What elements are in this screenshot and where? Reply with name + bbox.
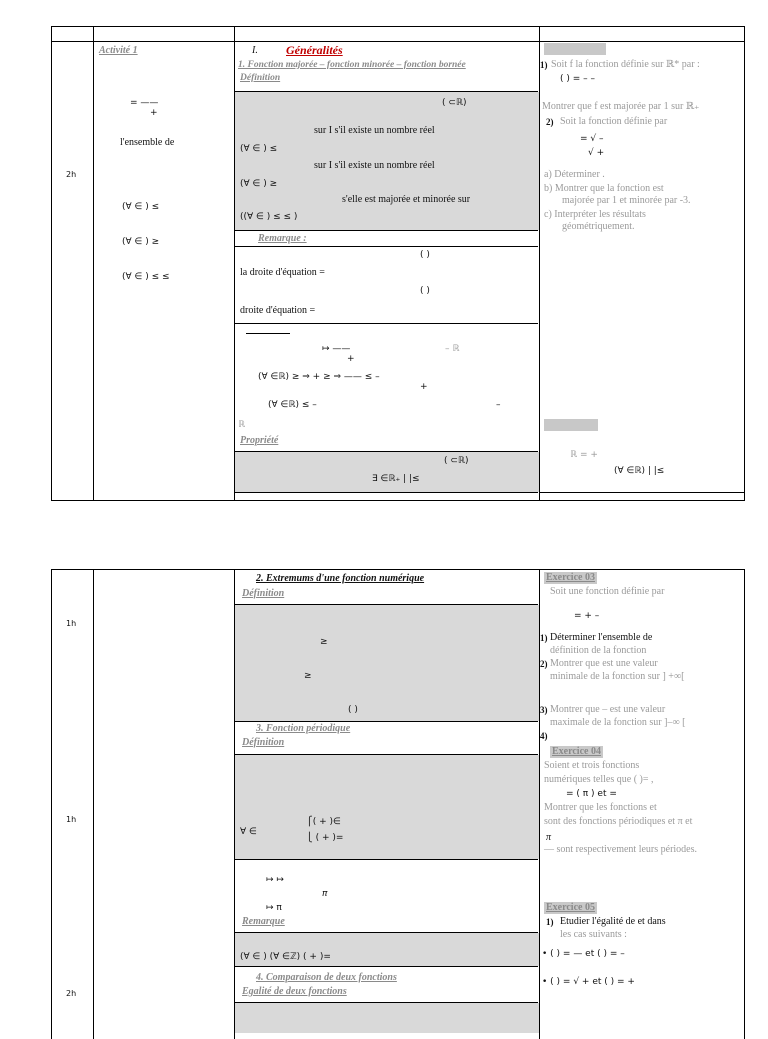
- exercise-line: ℝ = +: [570, 450, 598, 460]
- def-line: ∀ ∈: [240, 827, 257, 837]
- definition-box: [235, 1003, 539, 1033]
- example-line: π: [322, 889, 328, 899]
- def-line: ⎧( + )∈: [306, 817, 341, 827]
- def-line: s'elle est majorée et minorée sur: [342, 194, 471, 205]
- property-line: ∃ ∈ℝ₊ | |≤: [372, 474, 420, 484]
- def-symbol: ( ): [348, 705, 358, 715]
- header-row-divider: [52, 41, 744, 42]
- exercise-line: π: [546, 832, 552, 843]
- item-number: 2): [540, 659, 548, 669]
- fraction: = ——: [130, 98, 159, 108]
- exercise-line: √ +: [588, 148, 605, 158]
- def-line: sur I s'il existe un nombre réel: [314, 160, 435, 171]
- example-line: ↦ π: [266, 903, 282, 913]
- inequality: (∀ ∈ ) ≤ ≤: [122, 272, 170, 282]
- section-title: 3. Fonction périodique: [256, 723, 351, 734]
- definition-box: [235, 605, 539, 721]
- example-plus: +: [347, 354, 355, 364]
- exercise-line: = √ –: [580, 134, 604, 144]
- duration-label: 2h: [66, 989, 77, 998]
- exercise-line: ( ) = – –: [560, 74, 596, 84]
- exercise-line: Montrer que f est majorée par 1 sur ℝ₊: [542, 101, 700, 112]
- section-number: I.: [252, 45, 258, 56]
- example-line: (∀ ∈ℝ) ≤ –: [268, 400, 317, 410]
- exercise-line: définition de la fonction: [550, 645, 647, 656]
- inequality: (∀ ∈ ) ≥: [122, 237, 160, 247]
- row-divider: [234, 323, 538, 324]
- property-head: ( ⊂ℝ): [444, 456, 469, 466]
- lesson-table-2: [51, 569, 745, 1039]
- section-title: 2. Extremums d'une fonction numérique: [256, 573, 425, 584]
- def-line: (∀ ∈ ) ≥: [240, 179, 278, 189]
- exercise-line: Soit f la fonction définie sur ℝ* par :: [551, 59, 700, 70]
- section-title: 4. Comparaison de deux fonctions: [256, 972, 397, 983]
- exercise-line: géométriquement.: [562, 221, 635, 232]
- example-line: ↦ ↦: [266, 875, 284, 885]
- exercise-line: Déterminer l'ensemble de: [550, 632, 653, 643]
- exercise-line: majorée par 1 et minorée par -3.: [562, 195, 691, 206]
- exercise-line: Soit une fonction définie par: [550, 586, 665, 597]
- property-title: Propriété: [240, 435, 279, 446]
- def-head: ( ⊂ℝ): [442, 98, 467, 108]
- def-line: ((∀ ∈ ) ≤ ≤ ): [240, 212, 298, 222]
- inequality: (∀ ∈ ) ≤: [122, 202, 160, 212]
- subsection-title: Egalité de deux fonctions: [242, 986, 347, 997]
- real-set: ℝ: [238, 420, 246, 430]
- item-number: 2): [546, 117, 554, 127]
- exercise-line: • ( ) = — et ( ) = –: [542, 949, 625, 959]
- exercise-line: = + –: [574, 611, 600, 621]
- duration-label: 2h: [66, 170, 77, 179]
- example-line: –: [496, 400, 501, 410]
- definition-title: Définition: [242, 737, 285, 748]
- lesson-table-1: [51, 26, 745, 501]
- row-divider: [539, 492, 744, 493]
- item-number: 3): [540, 705, 548, 715]
- item-number: 4): [540, 731, 548, 741]
- row-divider: [234, 966, 538, 967]
- exercise-line: sont des fonctions périodiques et π et: [544, 816, 693, 827]
- def-line: (∀ ∈ ) ≤: [240, 144, 278, 154]
- example-line: ↦ ——: [322, 344, 351, 354]
- activity-title: Activité 1: [99, 45, 138, 56]
- col-divider: [93, 570, 94, 1039]
- definition-title: Définition: [240, 73, 281, 83]
- remark-paren: ( ): [420, 250, 430, 260]
- remark-title: Remarque: [242, 916, 285, 927]
- row-divider: [234, 721, 538, 722]
- item-number: 1): [540, 633, 548, 643]
- exercise-line: Etudier l'égalité de et dans: [560, 916, 666, 927]
- remark-paren: ( ): [420, 286, 430, 296]
- exercise-line: b) Montrer que la fonction est: [544, 183, 664, 194]
- item-number: 1): [540, 60, 548, 70]
- remark-title: Remarque :: [258, 233, 307, 244]
- exercise-title-redacted: [544, 419, 598, 431]
- row-divider: [234, 230, 538, 231]
- definition-box: [235, 755, 539, 859]
- exercise-line: numériques telles que ( )= ,: [544, 774, 654, 785]
- exercise-line: = ( π ) et =: [566, 789, 617, 799]
- col-divider: [93, 27, 94, 500]
- subsection-title: 1. Fonction majorée – fonction minorée – fonction bornée: [238, 60, 466, 70]
- duration-label: 1h: [66, 815, 77, 824]
- def-symbol: ≥: [320, 637, 328, 647]
- exercise-line: • ( ) = √ + et ( ) = +: [542, 977, 635, 987]
- exercise-line: a) Déterminer .: [544, 169, 605, 180]
- row-divider: [234, 492, 538, 493]
- exercise-line: maximale de la fonction sur ]–∞ [: [550, 717, 686, 728]
- example-plus: +: [420, 382, 428, 392]
- row-divider: [234, 246, 538, 247]
- exercise-line: Soient et trois fonctions: [544, 760, 640, 771]
- set-text: l'ensemble de: [120, 137, 175, 148]
- exercise-title: Exercice 05: [546, 902, 595, 913]
- exercise-title-redacted: [544, 43, 606, 55]
- property-box: [235, 452, 539, 492]
- col-divider: [539, 27, 540, 500]
- def-symbol: ≥: [304, 671, 312, 681]
- example-line: – ℝ: [445, 344, 460, 354]
- item-number: 1): [546, 917, 554, 927]
- fraction-plus: +: [150, 108, 158, 118]
- definition-title: Définition: [242, 588, 285, 599]
- exercise-line: (∀ ∈ℝ) | |≤: [614, 466, 665, 476]
- row-divider: [234, 859, 538, 860]
- duration-label: 1h: [66, 619, 77, 628]
- exercise-line: minimale de la fonction sur ] +∞[: [550, 671, 685, 682]
- remark-line: (∀ ∈ ) (∀ ∈ℤ) ( + )=: [240, 952, 331, 962]
- example-line: (∀ ∈ℝ) ≥ ⇒ + ≥ ⇒ —— ≤ –: [258, 372, 380, 382]
- exercise-line: — sont respectivement leurs périodes.: [544, 844, 698, 855]
- exercise-line: c) Interpréter les résultats: [544, 209, 646, 220]
- def-line: ⎩ ( + )=: [306, 833, 344, 843]
- def-line: sur I s'il existe un nombre réel: [314, 125, 435, 136]
- exercise-title: Exercice 04: [552, 746, 601, 757]
- exercise-line: Montrer que – est une valeur: [550, 704, 666, 715]
- exercise-line: Montrer que est une valeur: [550, 658, 658, 669]
- remark-line: droite d'équation =: [240, 305, 316, 316]
- section-title: Généralités: [286, 43, 343, 57]
- exercise-line: Montrer que les fonctions et: [544, 802, 657, 813]
- remark-line: la droite d'équation =: [240, 267, 325, 278]
- exercise-line: les cas suivants :: [560, 929, 627, 940]
- exercise-title: Exercice 03: [546, 572, 595, 583]
- exercise-line: Soit la fonction définie par: [560, 116, 668, 127]
- example-rule: [246, 333, 290, 334]
